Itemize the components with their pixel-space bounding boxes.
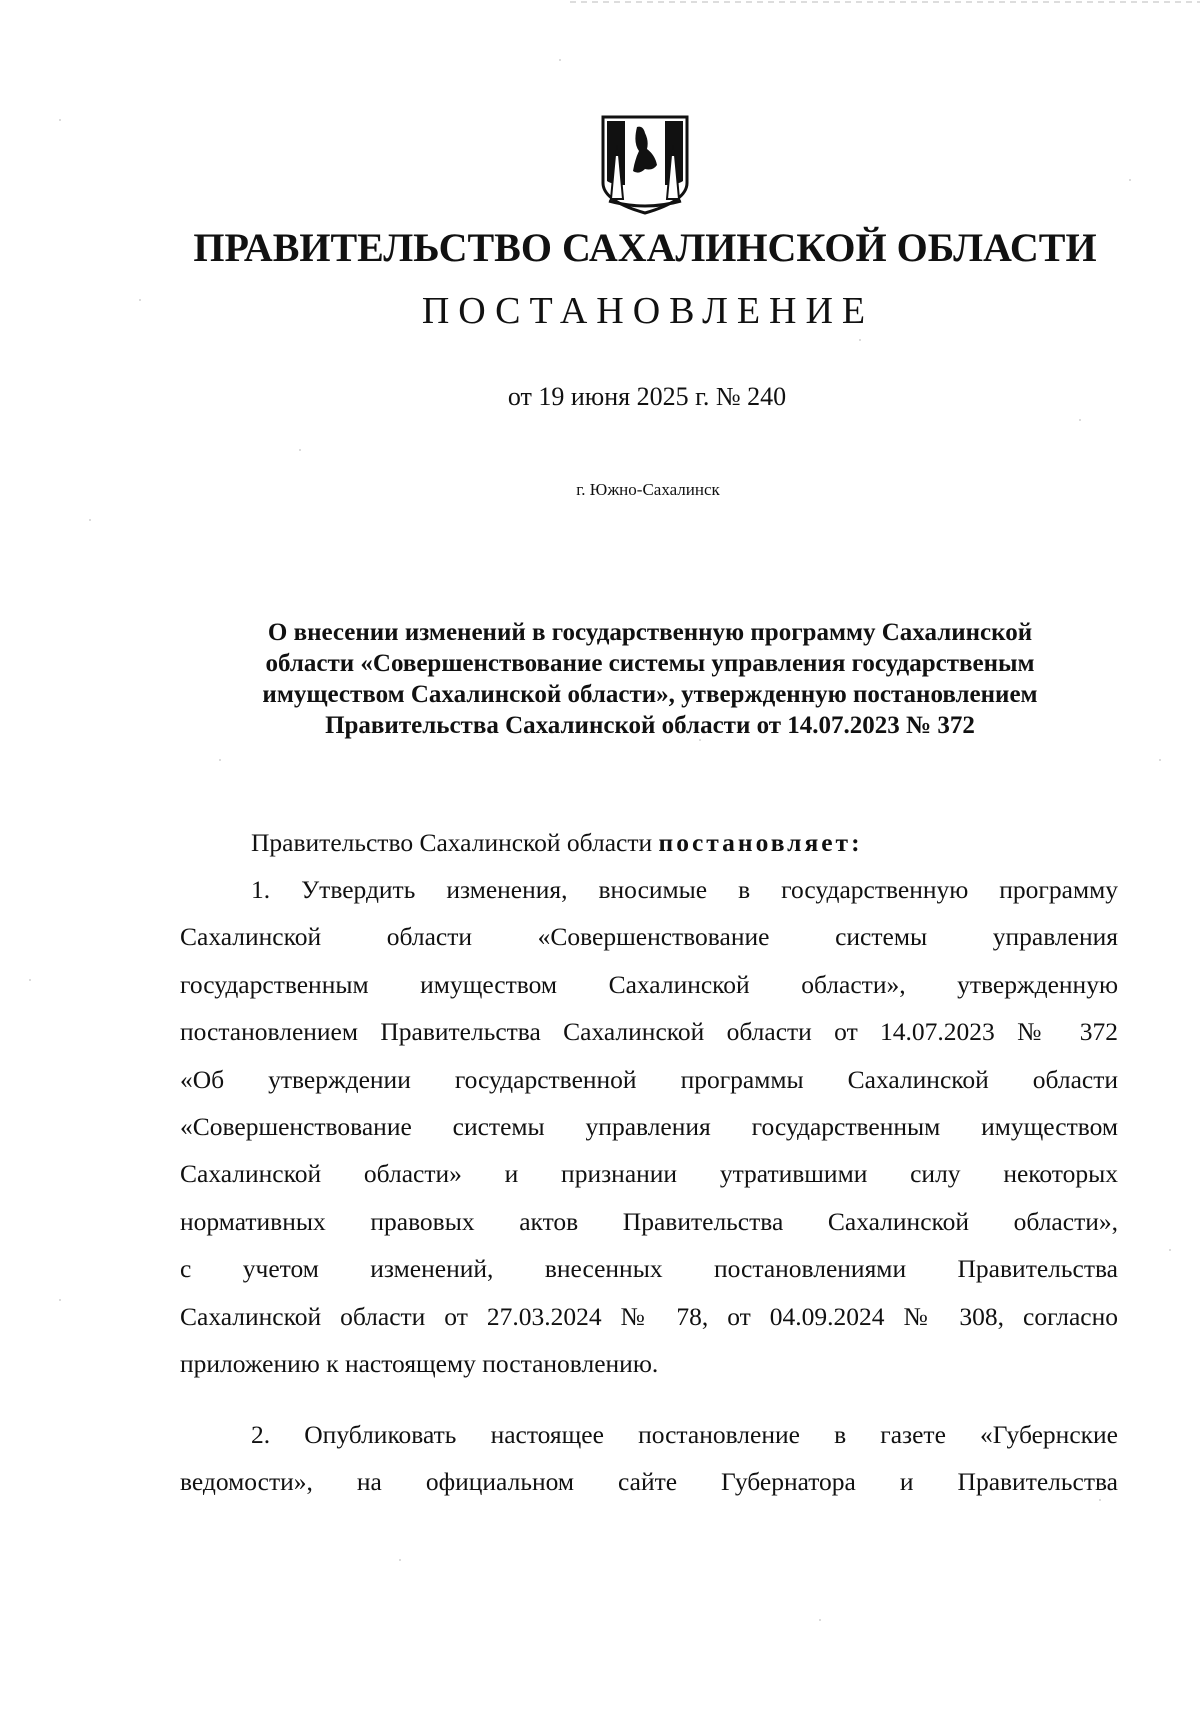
paragraph-line: приложению к настоящему постановлению. [180, 1348, 659, 1378]
subject-line: имуществом Сахалинской области», утвержденную постановлением [262, 681, 1038, 708]
paragraph-line: Сахалинской области» и признании утратившими силу некоторых [180, 1159, 1118, 1189]
subject-line: Правительства Сахалинской области от 14.07.2023 № 372 [325, 712, 975, 739]
paragraph-line: ведомости», на официальном сайте Губернатора и Правительства [180, 1467, 1118, 1497]
paragraph-line: 2. Опубликовать настоящее постановление в газете «Губернские [251, 1420, 1118, 1449]
paragraph-line: 1. Утвердить изменения, вносимые в государственную программу [251, 875, 1118, 904]
paragraph-line: Сахалинской области «Совершенствование системы управления [180, 922, 1118, 952]
document-subject [180, 617, 1120, 741]
paragraph-2 [180, 1411, 1118, 1506]
preamble [251, 830, 863, 856]
coat-of-arms-icon [599, 115, 691, 215]
subject-line: О внесении изменений в государственную программу Сахалинской [267, 619, 1033, 646]
organization-title: ПРАВИТЕЛЬСТВО САХАЛИНСКОЙ ОБЛАСТИ [193, 225, 1097, 270]
paragraph-line: «Об утверждении государственной программы Сахалинской области [180, 1064, 1118, 1094]
paragraph-line: Сахалинской области от 27.03.2024 № 78, от 04.09.2024 № 308, согласно [180, 1301, 1118, 1331]
paragraph-1 [180, 866, 1118, 1387]
paragraph-line: постановлением Правительства Сахалинской области от 14.07.2023 № 372 [180, 1017, 1118, 1047]
document-type: ПОСТАНОВЛЕНИЕ [421, 290, 875, 332]
paragraph-line: с учетом изменений, внесенных постановлениями Правительства [180, 1254, 1118, 1284]
paragraph-line: государственным имуществом Сахалинской области», утвержденную [180, 969, 1118, 999]
preamble-emphasis: постановляет: [658, 828, 863, 857]
subject-line: области «Совершенствование системы управления государственым [265, 650, 1035, 677]
paragraph-line: «Совершенствование системы управления государственным имуществом [180, 1111, 1118, 1141]
preamble-text: Правительство Сахалинской области [251, 828, 659, 857]
paragraph-line: нормативных правовых актов Правительства Сахалинской области», [180, 1206, 1118, 1236]
document-city: г. Южно-Сахалинск [576, 480, 720, 499]
document-date-number: от 19 июня 2025 г. № 240 [507, 382, 787, 411]
